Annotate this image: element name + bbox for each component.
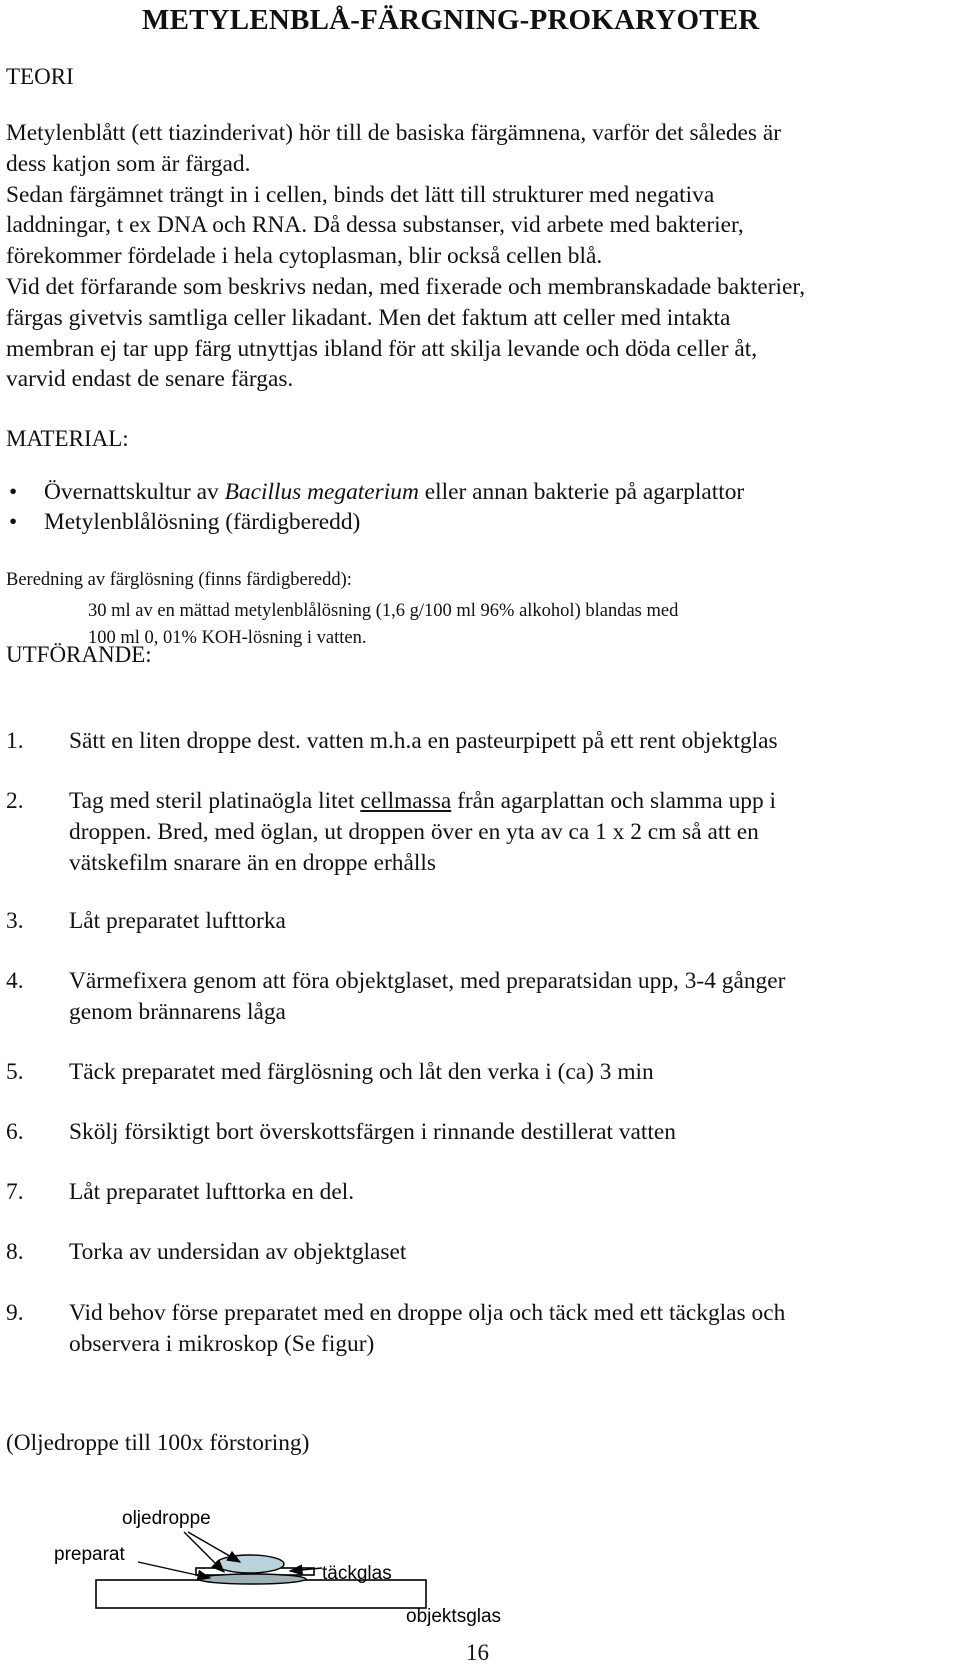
material-item: • Övernattskultur av Bacillus megaterium eller annan bakterie på agarplattor [9,479,745,505]
step-text: Låt preparatet lufttorka en del. [69,1179,355,1205]
teori-line: Sedan färgämnet trängt in i cellen, binds det lätt till strukturer med negativa [6,181,715,208]
step-text: Värmefixera genom att föra objektglaset, med preparatsidan upp, 3-4 gånger [69,968,786,994]
step-text: vätskefilm snarare än en droppe erhålls [69,850,436,876]
step-number: 7. [6,1179,24,1205]
step-text: Torka av undersidan av objektglaset [69,1239,407,1265]
step-number: 6. [6,1119,24,1145]
step-text: Låt preparatet lufttorka [69,908,286,934]
label-oljedroppe: oljedroppe [122,1508,211,1529]
step-text: Tag med steril platinaögla litet cellmassa från agarplattan och slamma upp i [69,788,777,814]
slide-diagram [0,1480,600,1640]
teori-line: förekommer fördelade i hela cytoplasman, blir också cellen blå. [6,243,603,270]
preparation-body [88,598,678,652]
step-text: Skölj försiktigt bort överskottsfärgen i rinnande destillerat vatten [69,1119,676,1145]
material-item: • Metylenblålösning (färdigberedd) [9,509,361,535]
step-text: observera i mikroskop (Se figur) [69,1331,375,1357]
preparation-line: 30 ml av en mättad metylenblålösning (1,6 g/100 ml 96% alkohol) blandas med [88,601,679,621]
step-item [6,786,946,879]
step-number: 9. [6,1300,24,1326]
teori-line: laddningar, t ex DNA och RNA. Då dessa substanser, vid arbete med bakterier, [6,212,744,239]
step-number: 8. [6,1239,24,1265]
teori-line: dess katjon som är färgad. [6,150,251,177]
label-objektsglas: objektsglas [406,1606,502,1627]
oil-arrow [184,1532,224,1572]
step-text: Sätt en liten droppe dest. vatten m.h.a en pasteurpipett på ett rent objektglas [69,728,778,754]
step-number: 4. [6,968,24,994]
step-text: genom brännarens låga [69,999,286,1025]
section-heading-teori: TEORI [6,64,74,89]
teori-line: varvid endast de senare färgas. [6,366,294,393]
bullet-icon: • [9,479,18,505]
teori-line: färgas givetvis samtliga celler likadant. Men det faktum att celler med intakta [6,304,731,331]
section-heading-material: MATERIAL: [6,426,129,451]
teori-line: membran ej tar upp färg utnyttjas ibland för att skilja levande och döda celler åt, [6,335,758,362]
label-tackglas: täckglas [322,1563,392,1584]
step-number: 1. [6,728,24,754]
step-text: droppen. Bred, med öglan, ut droppen över en yta av ca 1 x 2 cm så att en [69,819,759,845]
step-text: Täck preparatet med färglösning och låt den verka i (ca) 3 min [69,1059,654,1085]
oil-arrow [188,1532,240,1562]
step-text: Vid behov förse preparatet med en droppe olja och täck med ett täckglas och [69,1300,786,1326]
underlined-term: cellmassa [360,788,452,814]
step-number: 3. [6,908,24,934]
oil-drop [216,1555,284,1573]
specimen-smear [198,1574,306,1584]
section-heading-utforande: UTFÖRANDE: [6,642,152,667]
teori-line: Vid det förfarande som beskrivs nedan, med fixerade och membranskadade bakterier, [6,273,806,300]
slide-figure [0,1480,600,1640]
material-list [6,477,744,537]
label-preparat: preparat [54,1544,125,1565]
oil-note: (Oljedroppe till 100x förstoring) [6,1430,310,1456]
bullet-icon: • [9,509,18,535]
preparation-line: 100 ml 0, 01% KOH-lösning i vatten. [88,628,367,648]
teori-paragraph [6,118,954,395]
teori-line: Metylenblått (ett tiazinderivat) hör till de basiska färgämnena, varför det således är [6,120,782,146]
preparation-heading: Beredning av färglösning (finns färdigberedd): [6,570,352,590]
page-title: METYLENBLÅ-FÄRGNING-PROKARYOTER [142,4,760,36]
species-name: Bacillus megaterium [224,479,419,505]
step-number: 5. [6,1059,24,1085]
step-number: 2. [6,788,24,814]
page-number: 16 [466,1640,489,1665]
